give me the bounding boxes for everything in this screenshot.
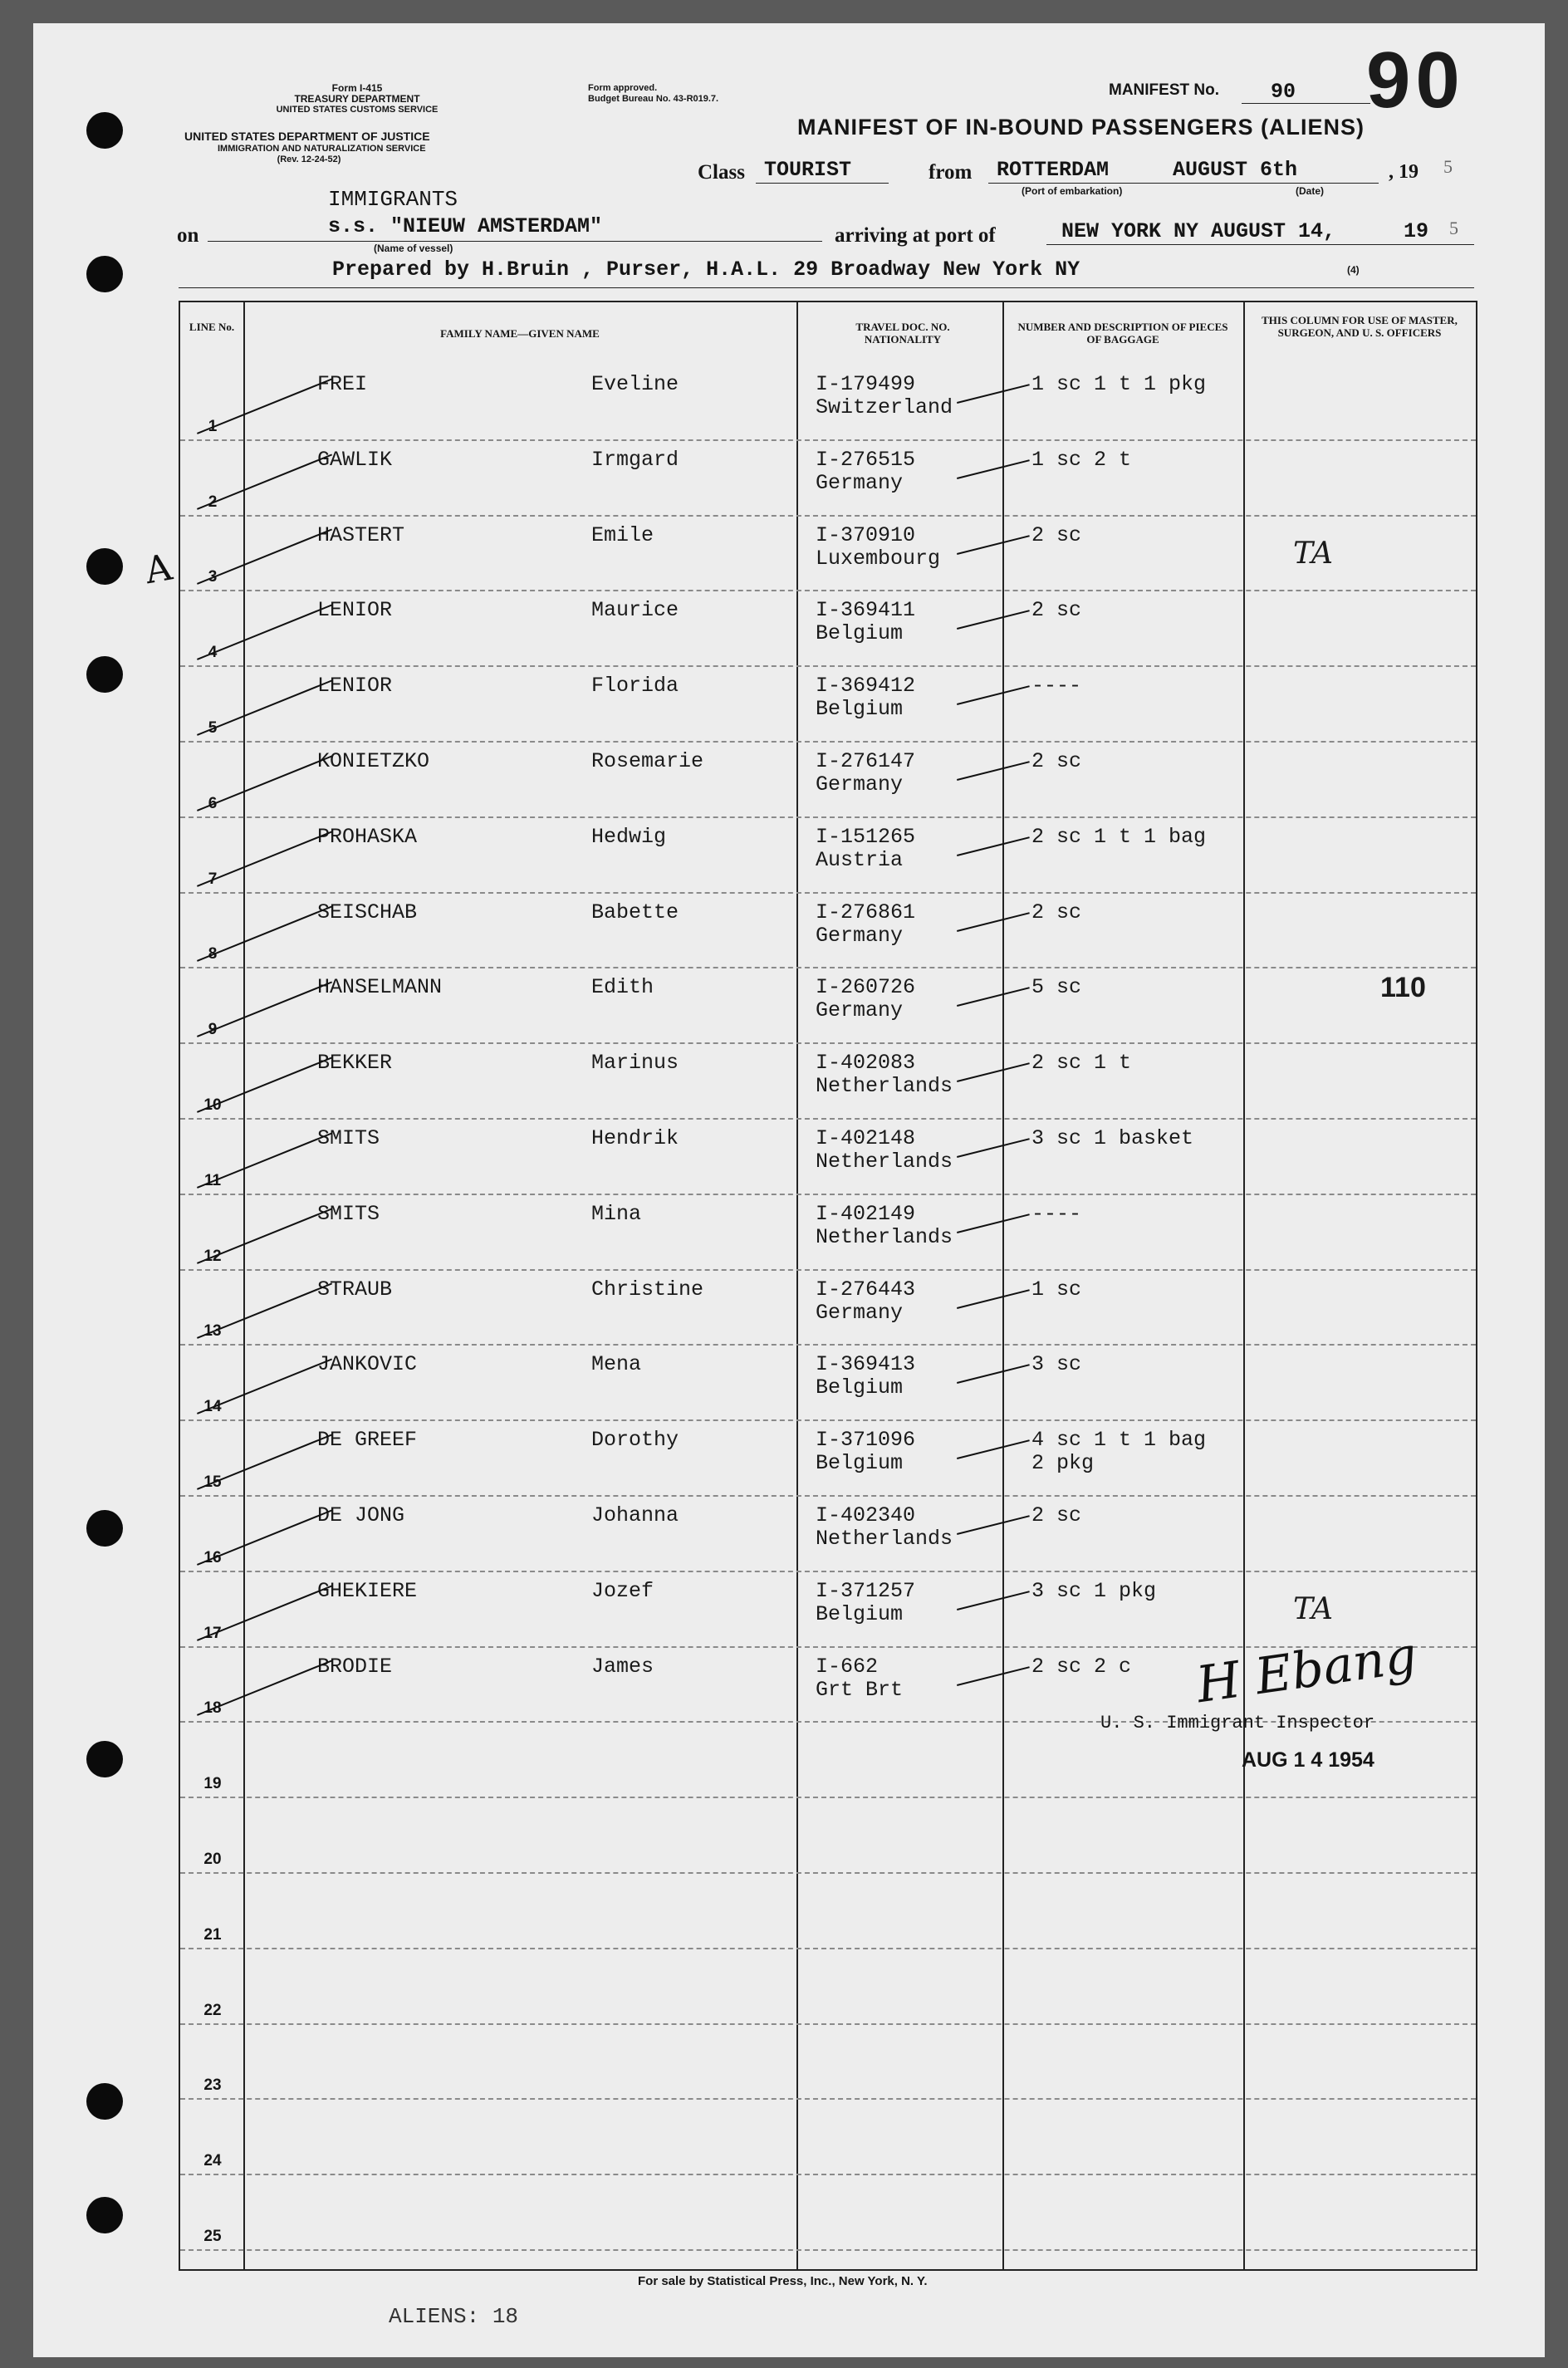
travel-doc-number: I-179499 [816,372,916,396]
baggage-extra: 2 pkg [1031,1451,1095,1476]
check-stroke [957,988,1030,1008]
line-number: 21 [203,1925,222,1944]
check-stroke [957,384,1030,404]
prepared-by: Prepared by H.Bruin , Purser, H.A.L. 29 Broadway New York NY [332,257,1080,282]
row-divider [180,1118,1476,1120]
binder-hole [86,112,123,149]
check-stroke [197,1359,332,1414]
nationality: Belgium [816,1451,904,1476]
nationality: Netherlands [816,1527,953,1551]
family-name: LENIOR [317,674,393,699]
row-divider [180,816,1476,818]
nationality: Germany [816,772,904,797]
line-number: 20 [203,1851,222,1868]
travel-doc-number: I-369413 [816,1352,916,1377]
family-name: PROHASKA [317,824,418,849]
family-name: FREI [317,372,368,396]
baggage: 1 sc [1031,1277,1082,1302]
check-stroke [957,685,1030,705]
nationality: Germany [816,470,904,495]
form-revision: (Rev. 12-24-52) [277,154,341,164]
row-divider [180,1419,1476,1421]
line-number: 4 [208,644,218,662]
check-stroke [957,1213,1030,1233]
inspection-date-stamp: AUG 1 4 1954 [1242,1748,1374,1772]
line-number: 8 [208,945,218,963]
treasury-dept: TREASURY DEPARTMENT [294,93,420,105]
check-stroke [197,1509,332,1565]
nationality: Netherlands [816,1074,953,1099]
given-name: Mina [591,1201,642,1226]
baggage: 2 sc [1031,749,1082,773]
check-stroke [957,912,1030,932]
check-stroke [197,529,332,585]
row-divider [180,590,1476,591]
baggage: 2 sc 1 t 1 bag [1031,824,1207,849]
given-name: Dorothy [591,1428,679,1453]
travel-doc-number: I-276515 [816,447,916,472]
baggage: 1 sc 2 t [1031,447,1132,472]
check-stroke [957,1289,1030,1309]
travel-doc-number: I-402340 [816,1503,916,1527]
family-name: KONIETZKO [317,749,430,773]
line-number: 25 [203,2228,222,2245]
date-caption: (Date) [1296,185,1325,197]
check-stroke [957,1062,1030,1082]
row-divider [180,741,1476,743]
family-name: SMITS [317,1126,380,1150]
check-stroke [957,1666,1030,1686]
baggage: 2 sc [1031,598,1082,623]
check-stroke [197,906,332,962]
year-suffix: 5 [1443,156,1453,177]
given-name: Johanna [591,1503,679,1527]
from-label: from [929,161,973,184]
binder-hole [86,1741,123,1777]
row-divider [180,2098,1476,2100]
line-number: 14 [203,1398,222,1416]
family-name: JANKOVIC [317,1352,418,1377]
header-name: FAMILY NAME—GIVEN NAME [440,327,600,340]
family-name: DE JONG [317,1503,405,1527]
check-stroke [197,1057,332,1112]
check-stroke [197,1132,332,1188]
row-divider [180,1194,1476,1195]
check-stroke [197,1434,332,1489]
given-name: James [591,1654,654,1679]
nationality: Luxembourg [816,546,941,571]
check-stroke [197,982,332,1037]
line-number: 5 [208,719,218,737]
header-line-no: LINE No. [189,321,235,333]
officer-note: 110 [1380,972,1426,1004]
given-name: Jozef [591,1578,654,1603]
family-name: GHEKIERE [317,1578,418,1603]
row-divider [180,967,1476,968]
check-stroke [197,378,332,434]
binder-hole [86,656,123,693]
line-number: 23 [203,2076,222,2095]
travel-doc-number: I-151265 [816,824,916,849]
travel-doc-number: I-369411 [816,598,916,623]
travel-doc-number: I-260726 [816,975,916,1000]
line-number: 7 [208,870,218,888]
nationality: Netherlands [816,1224,953,1249]
check-stroke [957,535,1030,555]
check-stroke [957,1365,1030,1385]
row-divider [180,1797,1476,1798]
nationality: Switzerland [816,395,953,419]
travel-doc-number: I-371257 [816,1578,916,1603]
nationality: Belgium [816,697,904,722]
line-number: 17 [203,1624,222,1642]
baggage: 1 sc 1 t 1 pkg [1031,372,1207,396]
baggage: 3 sc 1 pkg [1031,1578,1157,1603]
port-caption: (Port of embarkation) [1022,185,1123,197]
baggage: 3 sc [1031,1352,1082,1377]
on-label: on [177,224,199,247]
baggage: ---- [1031,674,1082,699]
travel-doc-number: I-370910 [816,522,916,547]
family-name: HASTERT [317,522,405,547]
given-name: Florida [591,674,679,699]
class-label: Class [698,161,745,184]
family-name: DE GREEF [317,1428,418,1453]
row-divider [180,1269,1476,1271]
row-divider [180,1948,1476,1949]
margin-mark: A [141,546,175,593]
form-approved: Form approved. [588,83,658,93]
baggage: 2 sc 2 c [1031,1654,1132,1679]
row-divider [180,892,1476,894]
check-stroke [957,1138,1030,1158]
vessel-name: s.s. "NIEUW AMSTERDAM" [328,214,603,238]
inspector-title: U. S. Immigrant Inspector [1100,1713,1375,1733]
inspector-signature: H Ebang [1193,1625,1421,1715]
family-name: BEKKER [317,1051,393,1076]
travel-doc-number: I-402149 [816,1201,916,1226]
row-divider [180,1495,1476,1497]
check-stroke [957,836,1030,856]
row-divider [180,2174,1476,2175]
binder-hole [86,2083,123,2120]
baggage: 5 sc [1031,975,1082,1000]
check-stroke [197,679,332,735]
manifest-number-stamp: 90 [1366,36,1465,125]
family-name: LENIOR [317,598,393,623]
baggage: 2 sc [1031,522,1082,547]
header-doc: TRAVEL DOC. NO. NATIONALITY [855,321,950,346]
family-name: HANSELMANN [317,975,443,1000]
check-stroke [197,605,332,660]
family-name: SMITS [317,1201,380,1226]
line-number: 9 [208,1021,218,1039]
nationality: Netherlands [816,1150,953,1174]
check-stroke [957,610,1030,630]
manifest-title: MANIFEST OF IN-BOUND PASSENGERS (ALIENS) [797,115,1365,140]
note-mark: (4) [1347,264,1360,276]
justice-dept: UNITED STATES DEPARTMENT OF JUSTICE [184,130,430,143]
binder-hole [86,548,123,585]
footer-printer: For sale by Statistical Press, Inc., New York, N. Y. [638,2274,928,2288]
arrival-year: 19 [1404,219,1429,243]
nationality: Germany [816,998,904,1023]
passenger-table [179,301,1477,2271]
check-stroke [197,1208,332,1263]
check-stroke [957,1439,1030,1459]
nationality: Belgium [816,1601,904,1626]
given-name: Mena [591,1352,642,1377]
baggage: 2 sc [1031,900,1082,924]
family-name: SEISCHAB [317,900,418,924]
from-port: ROTTERDAM [997,158,1110,182]
travel-doc-number: I-662 [816,1654,879,1679]
check-stroke [197,755,332,811]
family-name: GAWLIK [317,447,393,472]
baggage: 2 sc 1 t [1031,1051,1132,1076]
travel-doc-number: I-276861 [816,900,916,924]
nationality: Grt Brt [816,1677,904,1702]
check-stroke [197,1283,332,1339]
row-divider [180,1042,1476,1044]
ins-service: IMMIGRATION AND NATURALIZATION SERVICE [218,144,426,154]
nationality: Germany [816,1300,904,1325]
given-name: Hedwig [591,824,667,849]
officer-note: TA [1293,1591,1334,1626]
travel-doc-number: I-402148 [816,1126,916,1150]
given-name: Christine [591,1277,704,1302]
check-stroke [957,1515,1030,1535]
given-name: Eveline [591,372,679,396]
customs-service: UNITED STATES CUSTOMS SERVICE [276,105,439,115]
nationality: Belgium [816,1375,904,1400]
year-prefix: , 19 [1389,161,1419,183]
row-divider [180,1571,1476,1572]
form-number: Form I-415 [331,82,383,94]
vessel-caption: (Name of vessel) [374,243,453,254]
row-divider [180,1872,1476,1874]
travel-doc-number: I-402083 [816,1051,916,1076]
row-divider [180,2249,1476,2251]
line-number: 10 [203,1096,222,1114]
row-divider [180,665,1476,667]
travel-doc-number: I-276443 [816,1277,916,1302]
line-number: 22 [203,2001,222,2019]
line-number: 2 [208,493,218,511]
given-name: Emile [591,522,654,547]
line-number: 13 [203,1322,222,1341]
check-stroke [957,761,1030,781]
nationality: Austria [816,847,904,872]
arrival-port-date: NEW YORK NY AUGUST 14, [1061,219,1336,243]
binder-hole [86,2197,123,2233]
line-number: 19 [203,1775,222,1793]
check-stroke [197,831,332,886]
line-number: 18 [203,1699,222,1718]
vessel-line-1: IMMIGRANTS [328,187,458,212]
family-name: STRAUB [317,1277,393,1302]
given-name: Hendrik [591,1126,679,1150]
check-stroke [197,453,332,509]
nationality: Germany [816,923,904,948]
baggage: 4 sc 1 t 1 bag [1031,1428,1207,1453]
given-name: Irmgard [591,447,679,472]
budget-bureau: Budget Bureau No. 43-R019.7. [588,94,719,104]
line-number: 6 [208,794,218,812]
row-divider [180,515,1476,517]
line-number: 12 [203,1247,222,1265]
row-divider [180,2023,1476,2025]
check-stroke [957,459,1030,479]
check-stroke [197,1585,332,1640]
officer-note: TA [1293,536,1334,571]
given-name: Maurice [591,598,679,623]
embark-date: AUGUST 6th [1173,158,1298,182]
aliens-count: ALIENS: 18 [389,2304,519,2329]
row-divider [180,439,1476,441]
given-name: Rosemarie [591,749,704,773]
given-name: Edith [591,975,654,1000]
header-baggage: NUMBER AND DESCRIPTION OF PIECES OF BAGGAGE [1017,321,1228,346]
header-officers: THIS COLUMN FOR USE OF MASTER, SURGEON, AND U. S. OFFICERS [1262,314,1458,339]
travel-doc-number: I-369412 [816,674,916,699]
manifest-number-label: MANIFEST No. [1109,81,1219,99]
line-number: 3 [208,568,218,586]
manifest-number-typed: 90 [1271,80,1296,104]
line-number: 15 [203,1473,222,1491]
row-divider [180,1344,1476,1346]
binder-hole [86,1510,123,1547]
check-stroke [197,1660,332,1716]
baggage: 2 sc [1031,1503,1082,1527]
travel-doc-number: I-371096 [816,1428,916,1453]
line-number: 1 [208,417,218,435]
binder-hole [86,256,123,292]
baggage: ---- [1031,1201,1082,1226]
check-stroke [957,1591,1030,1611]
arrival-year-suffix: 5 [1449,218,1458,238]
line-number: 24 [203,2152,222,2170]
line-number: 16 [203,1548,222,1566]
arriving-label: arriving at port of [835,224,996,247]
family-name: BRODIE [317,1654,393,1679]
given-name: Marinus [591,1051,679,1076]
travel-doc-number: I-276147 [816,749,916,773]
given-name: Babette [591,900,679,924]
nationality: Belgium [816,621,904,646]
baggage: 3 sc 1 basket [1031,1126,1194,1150]
line-number: 11 [203,1171,222,1189]
class-value: TOURIST [764,158,852,182]
